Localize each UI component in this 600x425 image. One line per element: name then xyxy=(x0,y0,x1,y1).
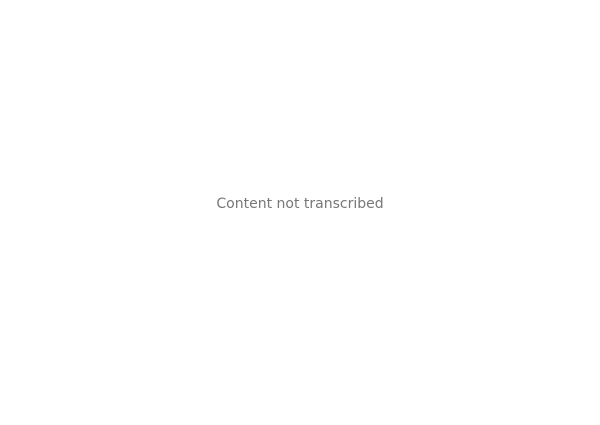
status-message: Content not transcribed xyxy=(216,196,384,212)
